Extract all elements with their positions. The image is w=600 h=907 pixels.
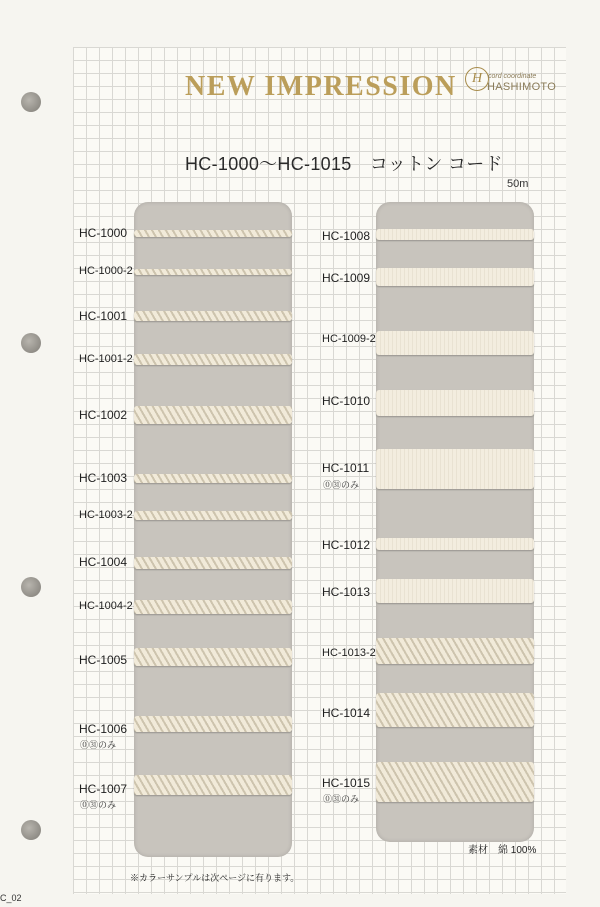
footnote: ※カラーサンプルは次ページに有ります。 [130,873,300,883]
product-code: HC-1014 [322,706,371,720]
cord-sample [134,557,292,569]
product-code: HC-1013 [322,585,371,599]
color-availability-note: ⓪㉛のみ [323,794,360,804]
cord-sample [376,538,534,550]
logo-text: HASHIMOTO [487,81,557,93]
punch-hole-icon [21,820,41,840]
product-code: HC-1001 [79,309,128,323]
product-code: HC-1012 [322,538,371,552]
color-availability-note: ⓪㉛のみ [80,740,117,750]
product-code: HC-1004-2 [79,600,133,612]
product-code: HC-1000-2 [79,265,133,277]
cord-sample [134,406,292,424]
cord-sample [134,775,292,795]
cord-sample [134,716,292,732]
product-code: HC-1006 [79,722,128,736]
punch-hole-icon [21,577,41,597]
cord-sample [134,511,292,520]
cord-sample [134,230,292,237]
punch-hole-icon [21,92,41,112]
product-code: HC-1007 [79,782,128,796]
product-code: HC-1003-2 [79,509,133,521]
product-code: HC-1010 [322,394,371,408]
cord-sample [376,331,534,355]
roll-length: 50m [507,178,529,190]
punch-hole-icon [21,333,41,353]
cord-sample [134,311,292,321]
left-sample-panel [134,202,292,857]
product-code: HC-1008 [322,229,371,243]
cord-sample [376,268,534,286]
material-info: 素材 綿 100% [468,845,537,856]
cord-sample [376,693,534,727]
page-code: C_02 [0,893,22,903]
logo-subtext: cord coordinate [488,73,537,80]
product-code: HC-1003 [79,471,128,485]
cord-sample [376,638,534,664]
product-code: HC-1002 [79,408,128,422]
color-availability-note: ⓪㉛のみ [323,480,360,490]
product-code: HC-1011 [322,461,370,475]
product-code: HC-1004 [79,555,128,569]
cord-sample [376,229,534,240]
page-title: HC-1000〜HC-1015 コットン コード [185,154,503,174]
cord-sample [134,600,292,614]
hashimoto-logo-icon: H [465,67,489,91]
product-code: HC-1009-2 [322,333,376,345]
product-code: HC-1009 [322,271,371,285]
cord-sample [376,762,534,802]
cord-sample [376,579,534,603]
right-sample-panel [376,202,534,842]
cord-sample [376,449,534,489]
cord-sample [376,390,534,416]
color-availability-note: ⓪㉛のみ [80,800,117,810]
brand-title: NEW IMPRESSION [185,71,457,102]
product-code: HC-1000 [79,226,128,240]
cord-sample [134,269,292,275]
cord-sample [134,474,292,483]
product-code: HC-1001-2 [79,353,133,365]
cord-sample [134,648,292,666]
product-code: HC-1015 [322,776,371,790]
product-code: HC-1013-2 [322,647,376,659]
cord-sample [134,354,292,365]
product-code: HC-1005 [79,653,128,667]
